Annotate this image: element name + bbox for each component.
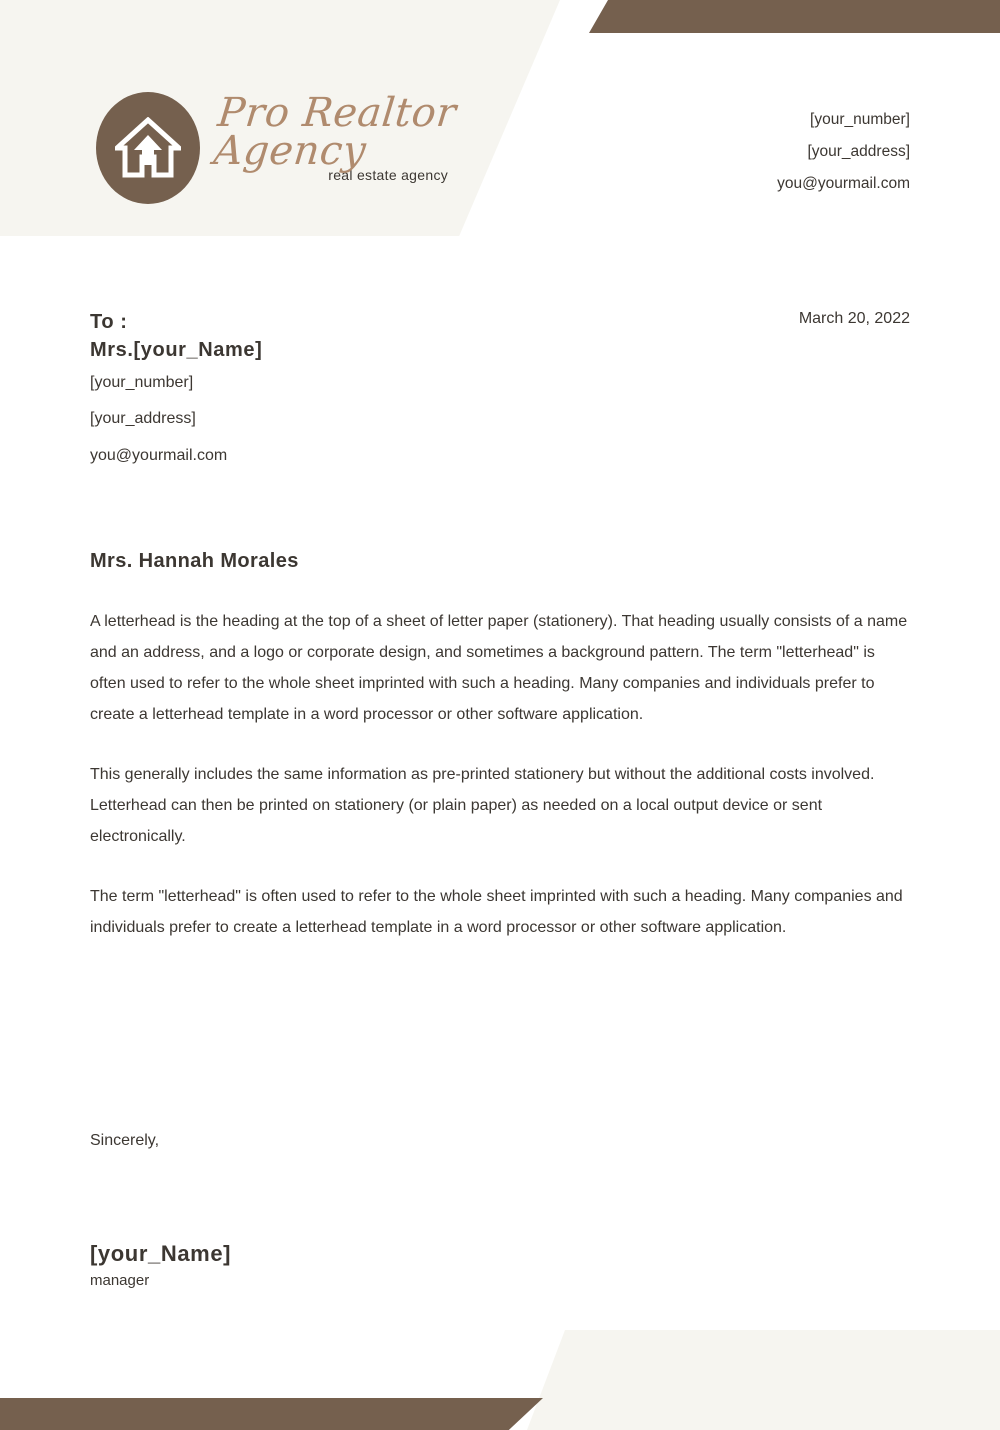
recipient-name: Mrs.[your_Name] xyxy=(90,339,263,362)
header-phone: [your_number] xyxy=(810,111,910,128)
body-paragraph: This generally includes the same information as pre-printed stationery but without the additional costs involved. Letterhead can then be printed on stationery (or plain paper) as needed on a local output device or sent electronically. xyxy=(90,766,875,845)
recipient-address: [your_address] xyxy=(90,410,196,428)
brand-logo xyxy=(96,90,459,204)
header-address: [your_address] xyxy=(807,142,910,160)
letter-date: March 20, 2022 xyxy=(798,310,910,327)
header-contact-block xyxy=(777,104,910,199)
brand-wordmark xyxy=(211,90,459,183)
brand-tagline: real estate agency xyxy=(328,166,449,183)
recipient-phone: [your_number] xyxy=(90,373,194,391)
salutation: Mrs. Hannah Morales xyxy=(90,550,299,572)
signature-name: [your_Name] xyxy=(90,1241,232,1266)
brand-name-line1: Pro Realtor xyxy=(215,90,459,136)
recipient-block xyxy=(90,308,262,474)
signature-role: manager xyxy=(90,1271,150,1289)
header-email: you@yourmail.com xyxy=(777,174,910,192)
letter-body xyxy=(90,606,908,943)
footer-brown-bar-shape xyxy=(0,1398,600,1430)
closing-text: Sincerely, xyxy=(90,1132,160,1149)
body-paragraph: The term "letterhead" is often used to refer to the whole sheet imprinted with such a heading. Many companies and individuals prefer to create a letterhead template in a word processor or other software application. xyxy=(90,888,903,936)
house-arrow-icon xyxy=(96,92,200,204)
recipient-to-label: To : xyxy=(90,311,128,333)
body-paragraph: A letterhead is the heading at the top of a sheet of letter paper (stationery). That heading usually consists of a name and an address, and a logo or corporate design, and sometimes a background pattern. The term "letterhead" is often used to refer to the whole sheet imprinted with such a heading. Many companies and individuals prefer to create a letterhead template in a word processor or other software application. xyxy=(90,613,908,723)
brand-name-line2: Agency xyxy=(211,128,369,175)
signature-block xyxy=(90,1240,231,1291)
recipient-email: you@yourmail.com xyxy=(90,446,228,464)
